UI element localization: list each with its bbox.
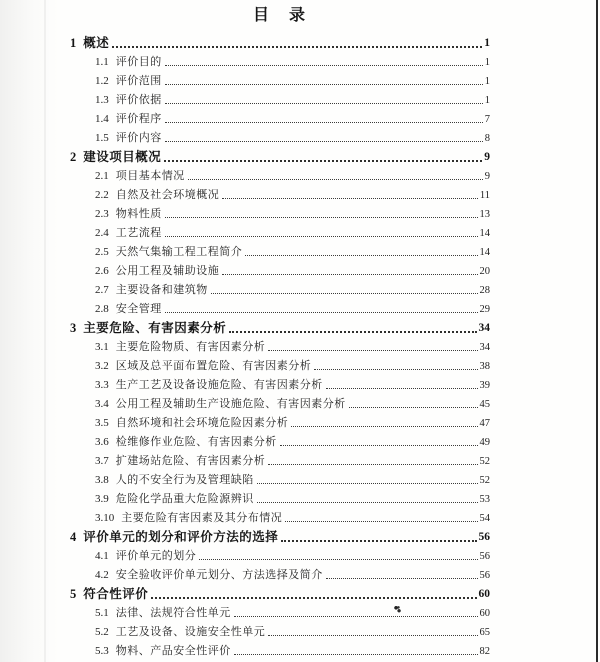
toc-entry-number: 1.1 [95, 56, 109, 68]
toc-entry-number: 1.4 [95, 113, 109, 125]
toc-entry-number: 3.10 [95, 512, 115, 524]
toc-entry [70, 432, 490, 451]
toc-entry-page: 9 [484, 150, 490, 163]
toc-entry [70, 318, 490, 337]
dot-leader [314, 369, 477, 370]
toc-entry-page: 39 [479, 379, 490, 391]
toc-entry [70, 356, 490, 375]
toc-entry-number: 2 [70, 149, 77, 164]
toc-entry-page: 1 [484, 75, 490, 87]
dot-leader [268, 350, 477, 351]
toc-entry-number: 4.2 [95, 569, 109, 581]
toc-entry-label: 公用工程及辅助设施 [115, 265, 220, 277]
toc-entry [70, 109, 490, 128]
toc-entry-page: 1 [484, 36, 490, 49]
toc-entry [70, 223, 490, 242]
toc-entry-page: 82 [479, 645, 490, 657]
toc-entry [70, 375, 490, 394]
dot-leader [326, 388, 478, 389]
dot-leader [165, 84, 483, 85]
toc-entry-number: 5.3 [95, 645, 109, 657]
toc-entry-label: 评价程序 [115, 113, 162, 125]
toc-entry-page: 60 [478, 587, 490, 600]
toc-entry-number: 3 [70, 320, 77, 335]
toc-entry-label: 安全管理 [115, 303, 162, 315]
toc-entry-number: 4 [70, 529, 77, 544]
toc-entry-number: 3.4 [95, 398, 109, 410]
toc-entry-label: 危险化学品重大危险源辨识 [115, 493, 254, 505]
toc-entry-label: 主要危险、有害因素分析 [83, 320, 227, 335]
toc-entry [70, 565, 490, 584]
toc-entry-page: 34 [479, 341, 490, 353]
toc-entry-page: 29 [479, 303, 490, 315]
dot-leader [188, 179, 483, 180]
toc-entry [70, 451, 490, 470]
toc-entry [70, 128, 490, 147]
dot-leader [257, 483, 478, 484]
toc-entry [70, 52, 490, 71]
toc-entry-label: 主要危险物质、有害因素分析 [115, 341, 266, 353]
toc-entry [70, 470, 490, 489]
toc-entry-page: 52 [479, 474, 490, 486]
toc-entry-page: 14 [479, 246, 490, 258]
dot-leader [268, 635, 477, 636]
toc-entry [70, 584, 490, 603]
toc-entry-number: 3.2 [95, 360, 109, 372]
toc-entry-page: 34 [478, 321, 490, 334]
toc-entry-number: 5 [70, 586, 77, 601]
scan-left-streak [44, 0, 46, 662]
dot-leader [165, 217, 478, 218]
dot-leader [164, 160, 482, 162]
toc-entry-number: 2.4 [95, 227, 109, 239]
toc-entry-label: 评价依据 [115, 94, 162, 106]
toc-entry [70, 641, 490, 660]
toc-entry [70, 337, 490, 356]
scan-left-shadow [0, 0, 60, 662]
toc-entry-number: 3.5 [95, 417, 109, 429]
toc-entry [70, 147, 490, 166]
toc-entry-number: 3.7 [95, 455, 109, 467]
toc-entry-page: 47 [479, 417, 490, 429]
toc-entry-page: 28 [479, 284, 490, 296]
toc-entry-page: 1 [484, 94, 490, 106]
dot-leader [257, 502, 478, 503]
toc-entry [70, 489, 490, 508]
toc-entry-page: 45 [479, 398, 490, 410]
dot-leader [234, 616, 478, 617]
toc-entry-label: 生产工艺及设备设施危险、有害因素分析 [115, 379, 323, 391]
toc-content [70, 5, 490, 660]
toc-entry [70, 185, 490, 204]
toc-entry-page: 8 [484, 132, 490, 144]
dot-leader [165, 103, 483, 104]
toc-entry-number: 1.2 [95, 75, 109, 87]
dot-leader [165, 65, 483, 66]
toc-entry-page: 49 [479, 436, 490, 448]
toc-entry-label: 物料性质 [115, 208, 162, 220]
toc-entry-label: 自然及社会环境概况 [115, 189, 220, 201]
dot-leader [151, 597, 476, 599]
toc-entry-label: 评价内容 [115, 132, 162, 144]
toc-list [70, 33, 490, 660]
toc-entry [70, 90, 490, 109]
toc-entry-label: 评价单元的划分 [115, 550, 197, 562]
toc-entry-label: 安全验收评价单元划分、方法选择及简介 [115, 569, 323, 581]
toc-entry-page: 56 [479, 550, 490, 562]
toc-entry-number: 1 [70, 35, 77, 50]
toc-entry [70, 261, 490, 280]
toc-entry [70, 280, 490, 299]
toc-entry-number: 3.8 [95, 474, 109, 486]
toc-entry-page: 20 [479, 265, 490, 277]
toc-entry-page: 7 [484, 113, 490, 125]
toc-entry-label: 法律、法规符合性单元 [115, 607, 231, 619]
dot-leader [165, 312, 478, 313]
toc-entry-label: 建设项目概况 [83, 149, 162, 164]
dot-leader [211, 293, 478, 294]
toc-entry [70, 394, 490, 413]
dot-leader [281, 540, 476, 542]
toc-entry-label: 人的不安全行为及管理缺陷 [115, 474, 254, 486]
toc-entry [70, 71, 490, 90]
toc-entry-label: 符合性评价 [83, 586, 149, 601]
toc-entry-number: 2.3 [95, 208, 109, 220]
toc-entry-label: 项目基本情况 [115, 170, 185, 182]
toc-entry-page: 1 [484, 56, 490, 68]
toc-entry-label: 自然环境和社会环境危险因素分析 [115, 417, 289, 429]
dot-leader [268, 464, 477, 465]
dot-leader [234, 654, 478, 655]
toc-entry-label: 主要危险有害因素及其分布情况 [121, 512, 283, 524]
toc-entry [70, 299, 490, 318]
toc-entry-label: 区域及总平面布置危险、有害因素分析 [115, 360, 312, 372]
page-title: 目 录 [252, 7, 307, 24]
toc-entry [70, 33, 490, 52]
toc-entry-label: 检维修作业危险、有害因素分析 [115, 436, 277, 448]
toc-entry-label: 评价目的 [115, 56, 162, 68]
toc-entry-number: 2.7 [95, 284, 109, 296]
toc-entry-label: 评价单元的划分和评价方法的选择 [83, 529, 279, 544]
toc-entry [70, 166, 490, 185]
dot-leader [112, 46, 482, 48]
toc-entry-label: 天然气集输工程工程简介 [115, 246, 243, 258]
toc-entry-page: 38 [479, 360, 490, 372]
toc-entry [70, 204, 490, 223]
toc-entry [70, 622, 490, 641]
dot-leader [245, 255, 477, 256]
toc-entry-label: 物料、产品安全性评价 [115, 645, 231, 657]
dot-leader [165, 236, 478, 237]
toc-entry-page: 56 [478, 530, 490, 543]
toc-entry-number: 3.6 [95, 436, 109, 448]
toc-entry [70, 508, 490, 527]
toc-entry-number: 3.9 [95, 493, 109, 505]
toc-entry [70, 527, 490, 546]
dot-leader [291, 426, 477, 427]
dot-leader [222, 198, 478, 199]
toc-entry-page: 56 [479, 569, 490, 581]
toc-entry [70, 546, 490, 565]
toc-entry-number: 2.6 [95, 265, 109, 277]
toc-entry-label: 公用工程及辅助生产设施危险、有害因素分析 [115, 398, 346, 410]
toc-entry-number: 5.2 [95, 626, 109, 638]
toc-entry-number: 2.5 [95, 246, 109, 258]
toc-entry-number: 3.1 [95, 341, 109, 353]
dot-leader [326, 578, 478, 579]
toc-entry-page: 11 [479, 189, 490, 201]
toc-entry-number: 2.1 [95, 170, 109, 182]
toc-entry-label: 概述 [83, 35, 110, 50]
toc-entry-label: 扩建场站危险、有害因素分析 [115, 455, 266, 467]
toc-entry-label: 工艺及设备、设施安全性单元 [115, 626, 266, 638]
toc-entry-page: 52 [479, 455, 490, 467]
toc-entry-page: 13 [479, 208, 490, 220]
dot-leader [165, 122, 483, 123]
toc-entry-number: 3.3 [95, 379, 109, 391]
toc-entry-number: 1.5 [95, 132, 109, 144]
dot-leader [165, 141, 483, 142]
toc-entry [70, 242, 490, 261]
toc-entry-number: 5.1 [95, 607, 109, 619]
dot-leader [229, 331, 476, 333]
toc-entry-label: 评价范围 [115, 75, 162, 87]
toc-entry-page: 65 [479, 626, 490, 638]
toc-entry-page: 9 [484, 170, 490, 182]
toc-entry-number: 2.2 [95, 189, 109, 201]
dot-leader [349, 407, 478, 408]
toc-entry-page: 54 [479, 512, 490, 524]
toc-entry-number: 2.8 [95, 303, 109, 315]
toc-entry-page: 60 [479, 607, 490, 619]
toc-entry-number: 4.1 [95, 550, 109, 562]
dot-leader [280, 445, 478, 446]
scan-edge-line [596, 0, 598, 662]
toc-entry-page: 14 [479, 227, 490, 239]
dot-leader [285, 521, 477, 522]
toc-entry-number: 1.3 [95, 94, 109, 106]
toc-entry [70, 603, 490, 622]
dot-leader [199, 559, 477, 560]
toc-entry [70, 413, 490, 432]
toc-entry-label: 工艺流程 [115, 227, 162, 239]
dot-leader [222, 274, 477, 275]
toc-entry-page: 53 [479, 493, 490, 505]
toc-entry-label: 主要设备和建筑物 [115, 284, 208, 296]
